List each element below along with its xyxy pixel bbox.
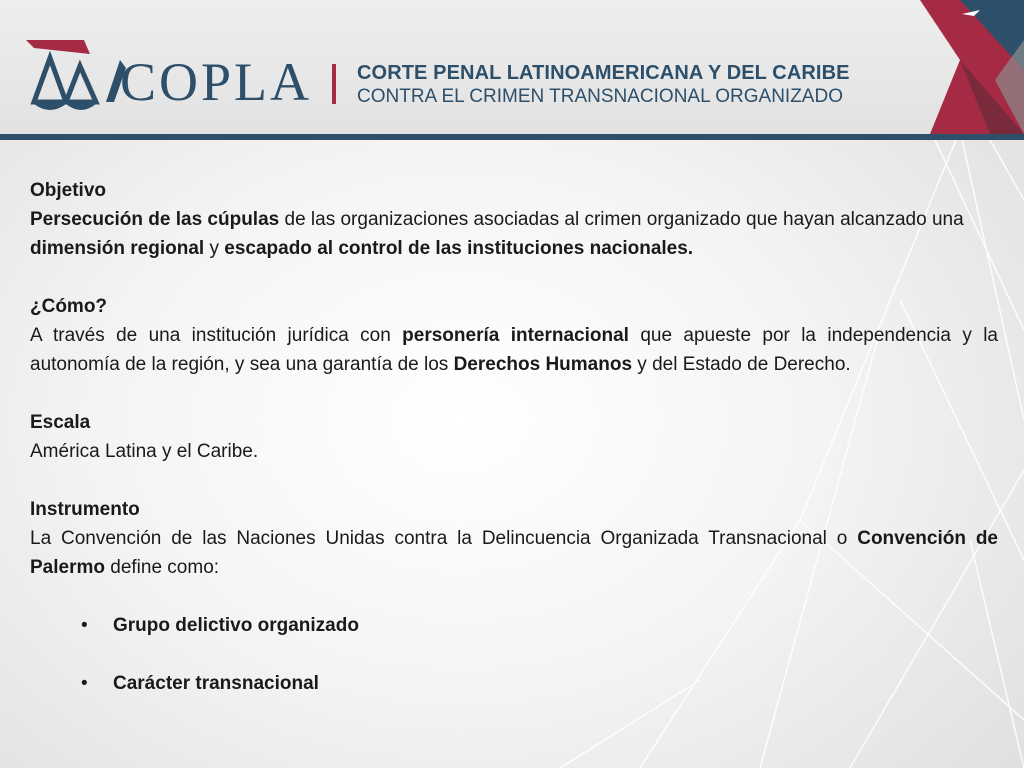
como-bold-4: Derechos Humanos <box>453 354 633 375</box>
objetivo-bold-1: Persecución de las cúpulas <box>30 209 280 230</box>
heading-objetivo: Objetivo <box>30 180 107 201</box>
instrumento-text-3: define como: <box>104 557 220 578</box>
slide-content <box>30 176 998 698</box>
heading-como: ¿Cómo? <box>30 296 108 317</box>
instrumento-text-1: La Convención de las Naciones Unidas contra la Delincuencia Organizada Transnacional o <box>30 528 858 549</box>
court-subtitle: CONTRA EL CRIMEN TRANSNACIONAL ORGANIZADO <box>357 86 843 107</box>
como-text-5: y del Estado de Derecho. <box>632 354 851 375</box>
paragraph-escala: América Latina y el Caribe. <box>30 441 259 462</box>
bullet-text: Carácter transnacional <box>113 673 319 694</box>
como-text-3: que apueste por la independencia y la autonomía de la región, y sea una garantía de los <box>30 325 999 375</box>
header-bar <box>0 134 1024 140</box>
paragraph-instrumento <box>30 524 998 582</box>
header <box>0 0 1024 134</box>
list-item <box>30 669 998 698</box>
header-divider <box>332 64 336 104</box>
objetivo-bold-5: escapado al control de las instituciones nacionales. <box>224 238 694 259</box>
court-name: CORTE PENAL LATINOAMERICANA Y DEL CARIBE <box>357 62 850 84</box>
corner-decoration <box>900 0 1024 134</box>
como-text-1: A través de una institución jurídica con <box>30 325 403 346</box>
heading-instrumento: Instrumento <box>30 499 140 520</box>
logo-text: COPLA <box>120 52 313 112</box>
heading-escala: Escala <box>30 412 91 433</box>
objetivo-text-2: de las organizaciones asociadas al crimen organizado que hayan alcanzado una <box>279 209 964 230</box>
instrumento-bold-2: Convención de Palermo <box>30 528 998 578</box>
list-item <box>30 611 998 640</box>
bullet-icon: • <box>81 615 88 636</box>
paragraph-como <box>30 321 998 379</box>
bullet-icon: • <box>81 673 88 694</box>
instrumento-bullet-list <box>30 611 998 698</box>
paragraph-objetivo <box>30 205 998 263</box>
objetivo-bold-3: dimensión regional <box>30 238 205 259</box>
objetivo-text-4: y <box>204 238 225 259</box>
bullet-text: Grupo delictivo organizado <box>113 615 359 636</box>
como-bold-2: personería internacional <box>402 325 629 346</box>
